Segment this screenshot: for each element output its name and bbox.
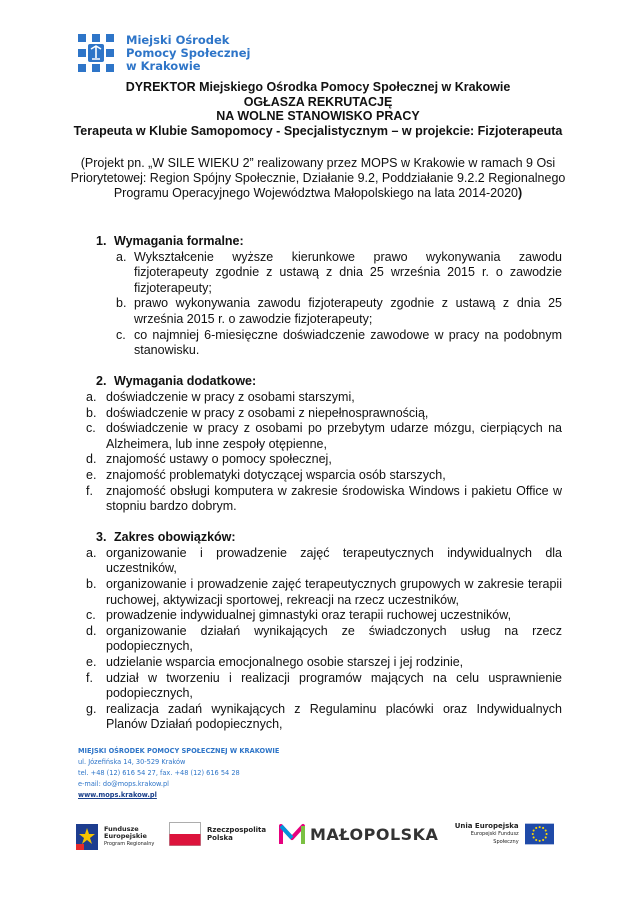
duties-list — [86, 546, 562, 733]
ue-line-2: Europejski Fundusz Społeczny — [470, 831, 519, 845]
list-item — [86, 390, 562, 406]
footer-website-link[interactable]: www.mops.krakow.pl — [78, 791, 157, 799]
fe-line-3: Program Regionalny — [104, 840, 155, 847]
header-position: NA WOLNE STANOWISKO PRACY — [216, 109, 420, 123]
item-letter: c. — [116, 327, 126, 342]
list-item — [86, 484, 562, 515]
list-item — [86, 577, 562, 608]
additional-list — [86, 390, 562, 515]
item-text: organizowanie działań wynikających ze świadczonych usług na rzecz podopiecznych, — [106, 623, 562, 654]
section-title — [96, 234, 562, 250]
section-duties — [86, 530, 562, 733]
list-item — [86, 702, 562, 733]
malopolska-text: MAŁOPOLSKA — [310, 824, 439, 844]
fe-star-icon — [74, 822, 100, 852]
footer-email[interactable]: e-mail: do@mops.krakow.pl — [78, 780, 169, 788]
item-letter: e. — [86, 655, 97, 670]
item-letter: g. — [86, 701, 97, 716]
item-text: doświadczenie w pracy z osobami starszymi, — [106, 389, 355, 404]
unia-europejska-logo — [454, 822, 554, 846]
header-announces: OGŁASZA REKRUTACJĘ — [243, 94, 393, 109]
list-item — [86, 406, 562, 422]
logo-line-1: Miejski Ośrodek — [126, 33, 230, 47]
intro-text: (Projekt pn. „W SILE WIEKU 2” realizowany przez MOPS w Krakowie w ramach 9 Osi Priorytetowej: Region Spójny Społecznie, Działanie 9.2, Poddziałanie 9.2.2 Regionalnego Programu Operacyjnego Województwa Małopolskiego na lata 2014-2020 — [70, 156, 566, 201]
polish-flag-icon — [169, 822, 201, 846]
rp-line-1: Rzeczpospolita — [207, 826, 267, 834]
footer-org-name: MIEJSKI OŚRODEK POMOCY SPOŁECZNEJ W KRAKOWIE — [78, 747, 280, 755]
list-item — [116, 250, 562, 297]
malopolska-logo — [278, 822, 438, 846]
list-item — [86, 421, 562, 452]
item-text: prowadzenie indywidualnej gimnastyki oraz terapii ruchowej uczestników, — [106, 608, 512, 623]
item-text: doświadczenie w pracy z osobami po przebytym udarze mózgu, cierpiących na Alzheimera, lub inne zespoły otępienne, — [106, 421, 562, 451]
logo-line-3: w Krakowie — [126, 59, 201, 73]
mops-logo-mark — [78, 34, 114, 72]
list-item — [116, 296, 562, 327]
list-item — [86, 608, 562, 624]
list-item — [116, 328, 562, 359]
list-item — [86, 655, 562, 671]
item-text: co najmniej 6-miesięczne doświadczenie zawodowe w pracy na podobnym stanowisku. — [134, 327, 562, 358]
footer-contact — [78, 746, 279, 801]
item-text: organizowanie i prowadzenie zajęć terapeutycznych indywidualnych dla uczestników, — [106, 545, 562, 576]
section-heading: Wymagania dodatkowe: — [114, 374, 257, 389]
item-text: Wykształcenie wyższe kierunkowe prawo wykonywania zawodu fizjoterapeuty zgodnie z ustawą z dnia 25 września 2015 r. o zawodzie fizjoterapeuty; — [134, 249, 562, 295]
item-letter: e. — [86, 467, 97, 482]
list-item — [86, 546, 562, 577]
item-letter: b. — [86, 577, 97, 592]
item-letter: a. — [86, 389, 97, 404]
fundusze-europejskie-logo — [74, 822, 154, 852]
item-text: prawo wykonywania zawodu fizjoterapeuty zgodnie z ustawą z dnia 25 września 2015 r. o zawodzie fizjoterapeuty; — [134, 296, 562, 326]
mops-logo — [78, 34, 250, 73]
formal-list — [96, 250, 562, 359]
footer-address: ul. Józefińska 14, 30-529 Kraków — [78, 758, 186, 766]
item-letter: f. — [86, 670, 93, 685]
announcement-header — [40, 80, 596, 138]
partner-logos — [74, 822, 554, 862]
item-letter: c. — [86, 421, 96, 436]
mops-logo-text — [126, 34, 250, 73]
item-letter: b. — [86, 405, 97, 420]
section-number: 3. — [96, 530, 107, 545]
item-text: organizowanie i prowadzenie zajęć terapeutycznych grupowych w zakresie terapii ruchowej, aktywizacji sportowej, rekreacji na rzecz uczestników, — [106, 577, 562, 607]
section-number: 2. — [96, 374, 107, 389]
section-formal-requirements — [96, 234, 562, 359]
rzeczpospolita-logo — [169, 822, 266, 846]
malopolska-m-icon — [278, 822, 306, 846]
section-heading: Zakres obowiązków: — [114, 530, 236, 545]
item-letter: a. — [86, 545, 97, 560]
section-heading: Wymagania formalne: — [114, 234, 244, 248]
item-letter: d. — [86, 452, 97, 467]
item-text: realizacja zadań wynikających z Regulaminu placówki oraz Indywidualnych Planów Działań podopiecznych, — [106, 701, 562, 732]
requirements-content — [86, 234, 562, 733]
section-number: 1. — [96, 234, 107, 248]
item-letter: c. — [86, 608, 96, 623]
item-text: znajomość problematyki dotyczącej wsparcia osób starszych, — [106, 467, 446, 482]
item-letter: d. — [86, 623, 97, 638]
logo-line-2: Pomocy Społecznej — [126, 46, 251, 60]
item-letter: b. — [116, 296, 127, 311]
list-item — [86, 468, 562, 484]
project-intro — [60, 156, 576, 202]
item-text: udział w tworzeniu i realizacji programów mających na celu usprawnienie podopiecznych, — [106, 670, 562, 701]
item-letter: f. — [86, 483, 93, 498]
fe-line-1: Fundusze — [104, 824, 139, 833]
footer-phone: tel. +48 (12) 616 54 27, fax. +48 (12) 616 54 28 — [78, 769, 240, 777]
rp-line-2: Polska — [207, 834, 233, 842]
eu-flag-icon — [525, 822, 554, 846]
list-item — [86, 452, 562, 468]
list-item — [86, 671, 562, 702]
header-job-title: Terapeuta w Klubie Samopomocy - Specjalistycznym – w projekcie: Fizjoterapeuta — [73, 123, 563, 138]
item-text: udzielanie wsparcia emocjonalnego osobie starszej i jej rodzinie, — [106, 655, 464, 670]
item-letter: a. — [116, 249, 127, 264]
fe-line-2: Europejskie — [104, 832, 147, 841]
intro-closing-paren: ) — [518, 186, 523, 201]
list-item — [86, 624, 562, 655]
item-text: znajomość obsługi komputera w zakresie środowiska Windows i pakietu Office w stopniu bardzo dobrym. — [106, 483, 562, 514]
section-title — [96, 374, 562, 390]
item-text: znajomość ustawy o pomocy społecznej, — [106, 452, 332, 467]
header-director: DYREKTOR Miejskiego Ośrodka Pomocy Społecznej w Krakowie — [125, 80, 511, 94]
item-text: doświadczenie w pracy z osobami z niepełnosprawnością, — [106, 405, 429, 420]
ue-line-1: Unia Europejska — [454, 822, 519, 830]
section-title — [96, 530, 562, 546]
section-additional-requirements — [86, 374, 562, 514]
